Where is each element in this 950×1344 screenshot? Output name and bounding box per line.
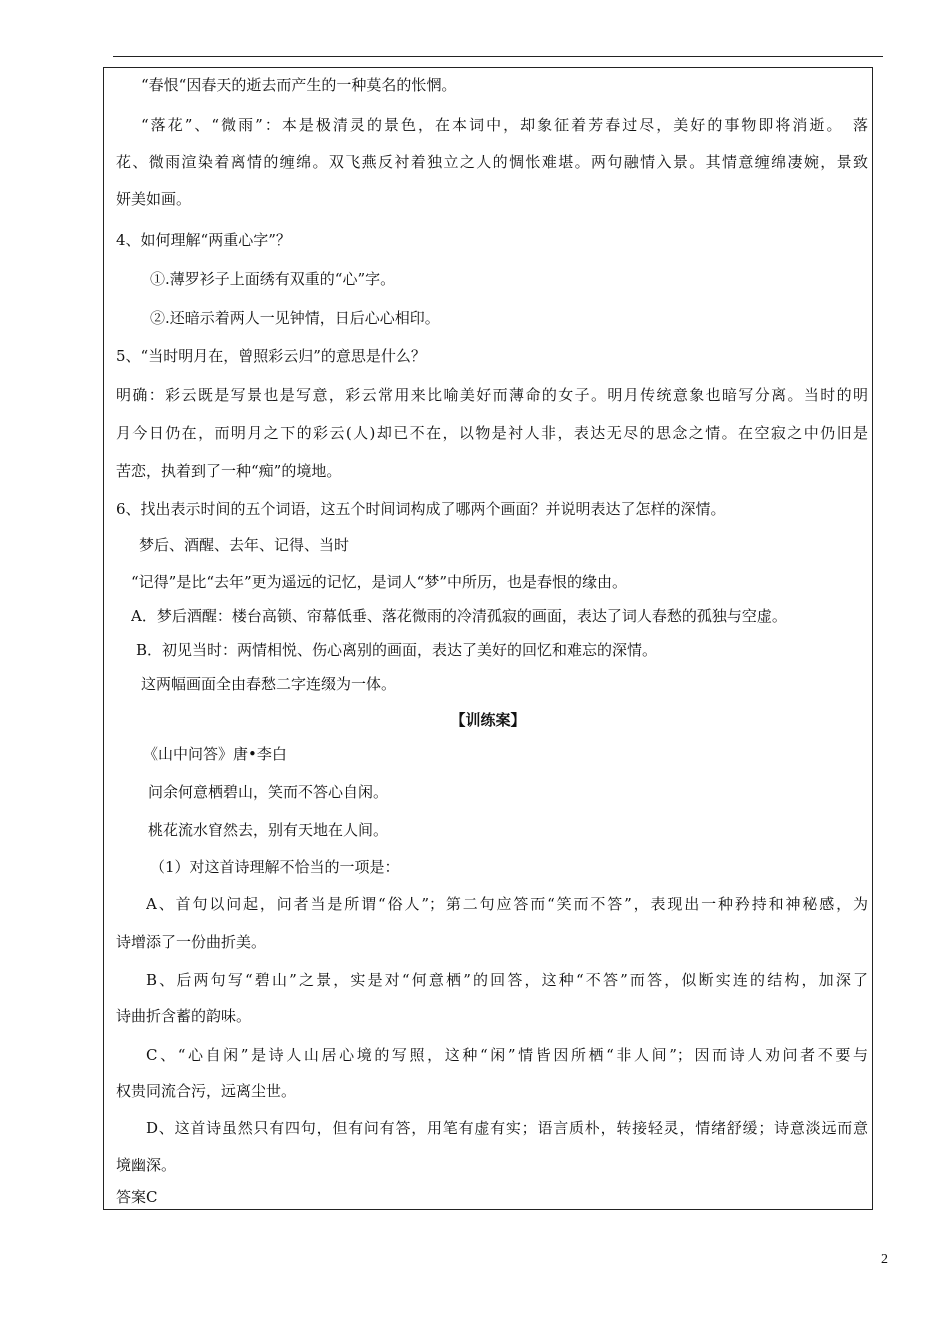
option-line: C、“心自闲”是诗人山居心境的写照，这种“闲”情皆因所栖“非人间”；因而诗人劝问者不要与 — [146, 1046, 868, 1064]
paragraph-line: 妍美如画。 — [116, 190, 192, 208]
poem-line: 问余何意栖碧山，笑而不答心自闲。 — [148, 783, 389, 801]
paragraph-line: “落花”、“微雨”：本是极清灵的景色，在本词中，却象征着芳春过尽，美好的事物即将消逝。 落 — [141, 116, 868, 134]
question-heading: （1）对这首诗理解不恰当的一项是： — [150, 858, 400, 876]
option-line: A、首句以问起，问者当是所谓“俗人”；第二句应答而“笑而不答”，表现出一种矜持和神秘感，为 — [146, 895, 868, 913]
page-number: 2 — [881, 1252, 888, 1267]
poem-line: 桃花流水窅然去，别有天地在人间。 — [148, 821, 389, 839]
answer-item: ②.还暗示着两人一见钟情，日后心心相印。 — [150, 309, 440, 327]
option-line: D、这首诗虽然只有四句，但有问有答，用笔有虚有实；语言质朴，转接轻灵，情绪舒缓；诗意淡远而意 — [146, 1119, 868, 1137]
paragraph-line: “记得”是比“去年”更为遥远的记忆，是词人“梦”中所历，也是春恨的缘由。 — [131, 573, 628, 591]
option-line: 境幽深。 — [116, 1156, 177, 1174]
paragraph-line: 梦后、酒醒、去年、记得、当时 — [139, 536, 350, 554]
question-heading: 4、如何理解“两重心字”？ — [116, 231, 291, 249]
paragraph-line: 花、微雨渲染着离情的缠绵。双飞燕反衬着独立之人的惆怅难堪。两句融情入景。其情意缠绵凄婉，景致 — [116, 153, 868, 171]
paragraph-line: 月今日仍在，而明月之下的彩云(人)却已不在，以物是衬人非，表达无尽的思念之情。在空寂之中仍旧是 — [116, 424, 868, 442]
section-heading: 【训练案】 — [450, 711, 526, 729]
paragraph-line: 明确：彩云既是写景也是写意，彩云常用来比喻美好而薄命的女子。明月传统意象也暗写分离。当时的明 — [116, 386, 868, 404]
option-line: B、后两句写“碧山”之景，实是对“何意栖”的回答，这种“不答”而答，似断实连的结构，加深了 — [146, 971, 868, 989]
paragraph-line: B．初见当时：两情相悦、伤心离别的画面，表达了美好的回忆和难忘的深情。 — [136, 641, 658, 659]
paragraph-line: 这两幅画面全由春愁二字连缀为一体。 — [141, 675, 397, 693]
paragraph-line: “春恨“因春天的逝去而产生的一种莫名的怅惘。 — [141, 76, 457, 94]
header-rule — [113, 56, 883, 57]
paragraph-line: 苦恋，执着到了一种“痴”的境地。 — [116, 462, 342, 480]
answer-key: 答案C — [116, 1188, 158, 1206]
question-heading: 6、找出表示时间的五个词语，这五个时间词构成了哪两个画面？并说明表达了怎样的深情。 — [116, 500, 726, 518]
answer-item: ①.薄罗衫子上面绣有双重的“心”字。 — [150, 270, 396, 288]
poem-title: 《山中问答》唐•李白 — [143, 745, 287, 763]
option-line: 诗增添了一份曲折美。 — [116, 933, 267, 951]
option-line: 权贵同流合污，远离尘世。 — [116, 1082, 297, 1100]
question-heading: 5、“当时明月在，曾照彩云归”的意思是什么？ — [116, 347, 426, 365]
paragraph-line: A．梦后酒醒：楼台高锁、帘幕低垂、落花微雨的冷清孤寂的画面，表达了词人春愁的孤独与空虚。 — [131, 607, 787, 625]
option-line: 诗曲折含蓄的韵味。 — [116, 1007, 252, 1025]
